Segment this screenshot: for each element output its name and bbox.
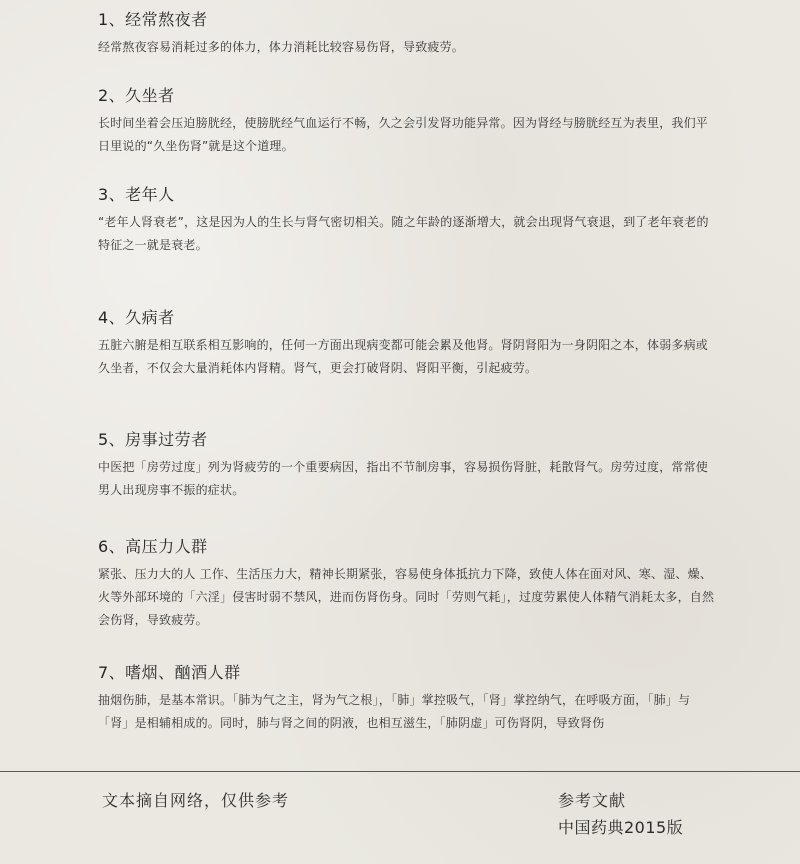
section-title: 6、高压力人群 xyxy=(98,537,208,556)
section-title: 4、久病者 xyxy=(98,308,175,327)
section-title: 7、嗜烟、酗酒人群 xyxy=(98,663,241,682)
section-body: “老年人肾衰老”，这是因为人的生长与肾气密切相关。随之年龄的逐渐增大，就会出现肾气衰退，到了老年衰老的特征之一就是衰老。 xyxy=(98,215,709,252)
section-body: 抽烟伤肺，是基本常识。「肺为气之主，肾为气之根」，「肺」掌控吸气，「肾」掌控纳气，在呼吸方面，「肺」与「肾」是相辅相成的。同时，肺与肾之间的阴液，也相互滋生，「肺阴虚」可伤肾阴，导致肾伤 xyxy=(98,693,691,730)
section-6 xyxy=(98,537,718,632)
section-5 xyxy=(98,430,718,502)
section-7 xyxy=(98,663,718,735)
section-2 xyxy=(98,86,718,158)
section-3 xyxy=(98,185,718,257)
section-body: 中医把「房劳过度」列为肾疲劳的一个重要病因，指出不节制房事，容易损伤肾脏，耗散肾气。房劳过度，常常使男人出现房事不振的症状。 xyxy=(98,460,709,497)
section-title: 3、老年人 xyxy=(98,185,175,204)
section-title: 2、久坐者 xyxy=(98,86,175,105)
reference-name: 中国药典2015版 xyxy=(558,818,684,837)
section-body: 紧张、压力大的人 工作、生活压力大，精神长期紧张，容易使身体抵抗力下降，致使人体在面对风、寒、湿、燥、火等外部环境的「六淫」侵害时弱不禁风，进而伤肾伤身。同时「劳则气耗」，过度劳累使人体精气消耗太多，自然会伤肾，导致疲劳。 xyxy=(98,567,715,627)
section-body: 五脏六腑是相互联系相互影响的，任何一方面出现病变都可能会累及他肾。肾阴肾阳为一身阴阳之本，体弱多病或久坐者，不仅会大量消耗体内肾精。肾气，更会打破肾阴、肾阳平衡，引起疲劳。 xyxy=(98,338,709,375)
source-note: 文本摘自网络，仅供参考 xyxy=(102,791,290,810)
footer-divider xyxy=(0,771,800,772)
section-body: 经常熬夜容易消耗过多的体力，体力消耗比较容易伤肾，导致疲劳。 xyxy=(98,40,465,54)
section-body: 长时间坐着会压迫膀胱经，使膀胱经气血运行不畅，久之会引发肾功能异常。因为肾经与膀胱经互为表里，我们平日里说的“久坐伤肾”就是这个道理。 xyxy=(98,116,709,153)
section-title: 5、房事过劳者 xyxy=(98,430,208,449)
section-title: 1、经常熬夜者 xyxy=(98,10,208,29)
reference-title: 参考文献 xyxy=(558,791,627,810)
section-1 xyxy=(98,10,718,59)
section-4 xyxy=(98,308,718,380)
